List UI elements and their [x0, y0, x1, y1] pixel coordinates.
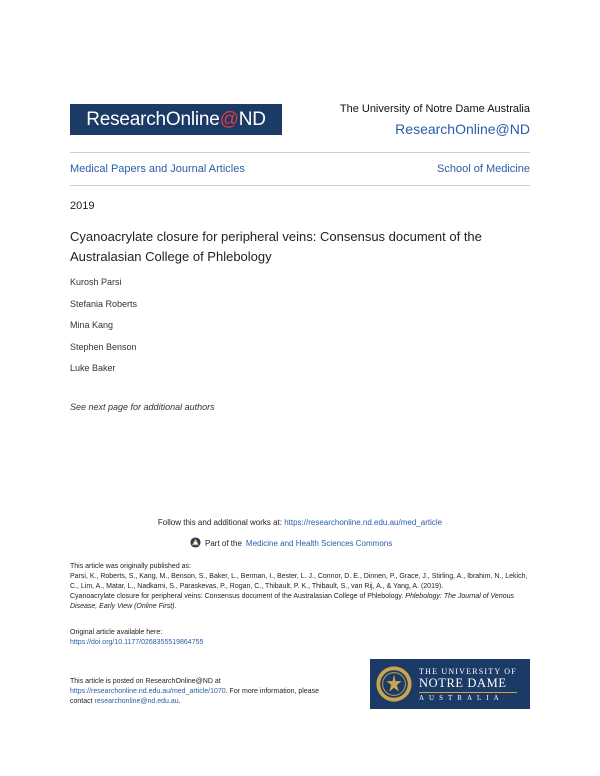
- author-name: Luke Baker: [70, 363, 116, 373]
- citation-reference: [70, 592, 530, 612]
- part-of-text: Part of the: [205, 539, 242, 548]
- logo-prefix: ResearchOnline: [86, 109, 220, 130]
- part-of-line: [190, 537, 392, 550]
- nd-logo-rule: [419, 692, 517, 693]
- author-name: Stephen Benson: [70, 342, 137, 352]
- researchonline-logo[interactable]: [70, 104, 282, 135]
- divider-bottom: [70, 185, 530, 186]
- posted-end: .: [178, 698, 181, 705]
- citation-block: [70, 562, 530, 612]
- article-permalink[interactable]: https://researchonline.nd.edu.au/med_article/1070: [70, 688, 226, 695]
- repository-link[interactable]: ResearchOnline@ND: [395, 121, 530, 137]
- original-article-block: [70, 628, 370, 648]
- see-next-page-note: See next page for additional authors: [70, 402, 215, 412]
- author-name: Kurosh Parsi: [70, 277, 122, 287]
- citation-title: Cyanoacrylate closure for peripheral veins: Consensus document of the Australasian College of Phlebology.: [70, 593, 404, 600]
- nd-logo-line3: AUSTRALIA: [419, 693, 504, 702]
- divider-top: [70, 152, 530, 153]
- citation-authors: Parsi, K., Roberts, S., Kang, M., Benson, S., Baker, L., Berman, I., Bester, L. J., Connor, D. E., Dinnen, P., Grace, J., Stirling, A., Ibrahim, N., Lekich, C., Lim, A., Matar, L., Nadkarni, S., Paraskevas, P., Rogan, C., Thibault, P. K., Thibault, S., van Rij, A., & Yang, A. (2019).: [70, 573, 528, 590]
- doi-link[interactable]: https://doi.org/10.1177/0268355519864755: [70, 639, 204, 646]
- contact-email-link[interactable]: researchonline@nd.edu.au: [94, 698, 179, 705]
- author-name: Mina Kang: [70, 320, 114, 330]
- nd-logo-line2: NOTRE DAME: [419, 675, 507, 690]
- notre-dame-wordmark: [419, 667, 517, 702]
- nd-logo-line1: THE UNIVERSITY OF: [419, 666, 517, 676]
- university-name: The University of Notre Dame Australia: [339, 103, 530, 115]
- follow-text: Follow this and additional works at:: [157, 518, 285, 527]
- commons-link[interactable]: Medicine and Health Sciences Commons: [245, 539, 393, 548]
- logo-suffix: ND: [238, 109, 266, 130]
- university-seal-icon: [375, 665, 413, 703]
- school-link[interactable]: School of Medicine: [437, 163, 530, 175]
- posted-details: [70, 687, 330, 707]
- original-label: Original article available here:: [70, 629, 163, 636]
- citation-journal: Phlebology: The Journal of Venous Disease, Early View (Online First).: [70, 593, 514, 610]
- notre-dame-logo[interactable]: [370, 659, 530, 709]
- collection-link[interactable]: Medical Papers and Journal Articles: [70, 163, 245, 175]
- author-name: Stefania Roberts: [70, 299, 138, 309]
- posted-notice: [70, 677, 330, 707]
- follow-link[interactable]: https://researchonline.nd.edu.au/med_article: [284, 518, 443, 527]
- publication-year: 2019: [70, 200, 95, 212]
- logo-at: @: [219, 109, 239, 130]
- commons-icon: [190, 537, 201, 550]
- citation-intro: This article was originally published as:: [70, 563, 191, 570]
- posted-contact-text: . For more information, please contact: [70, 688, 320, 705]
- follow-line: [0, 518, 600, 527]
- article-title: Cyanoacrylate closure for peripheral veins: Consensus document of the Australasian College of Phlebology: [70, 229, 482, 264]
- posted-intro: This article is posted on ResearchOnline@ND at: [70, 678, 221, 685]
